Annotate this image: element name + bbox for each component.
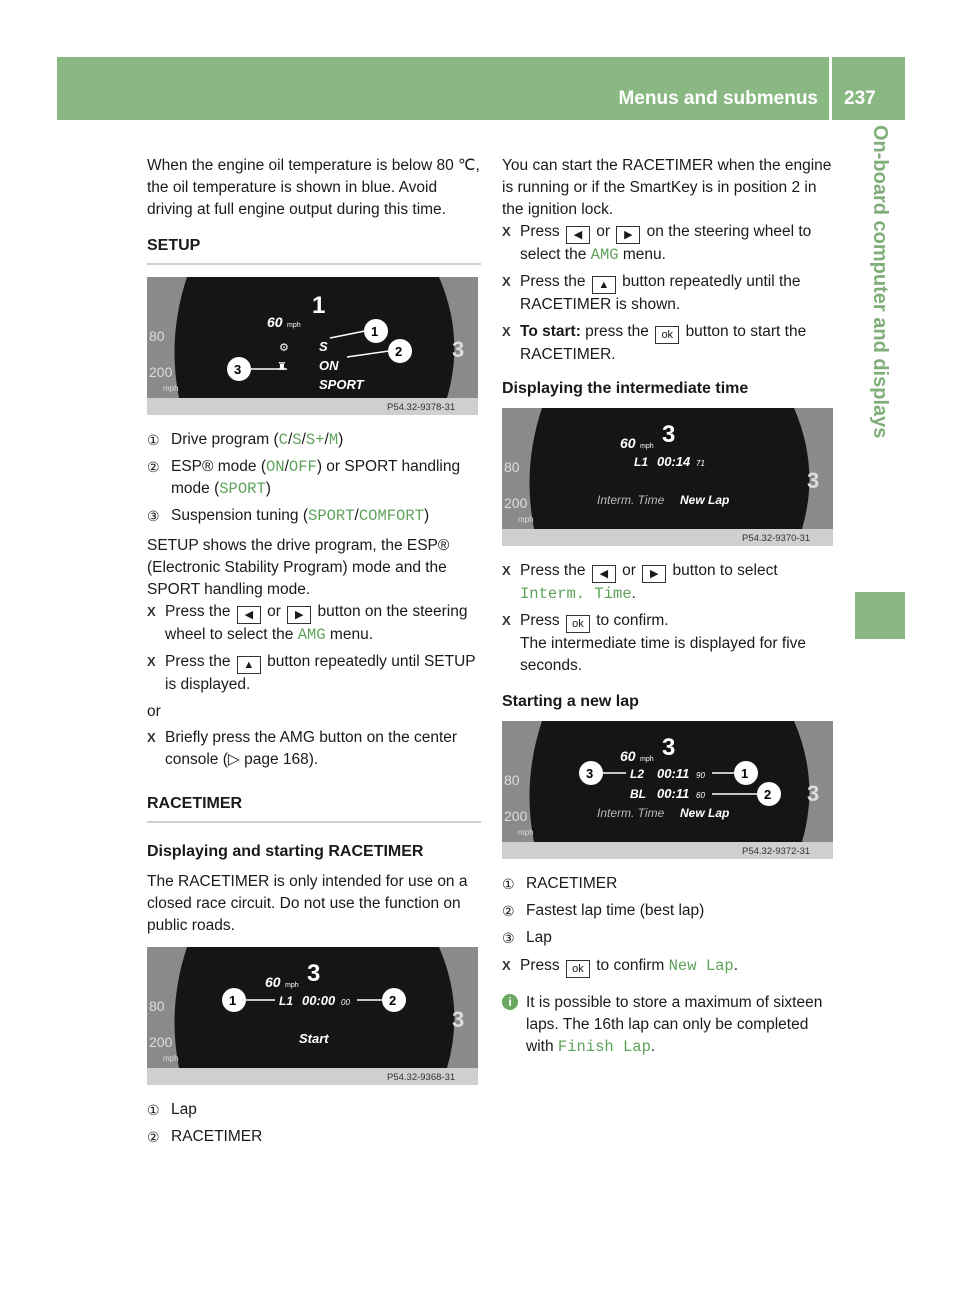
ok-key-icon: ok <box>655 326 679 344</box>
new-lap-item-2: ② Fastest lap time (best lap) <box>502 902 705 919</box>
setup-description: SETUP shows the drive program, the ESP® (Electronic Stability Program) mode and the SPORT handling mode. <box>147 537 450 598</box>
info-icon: i <box>502 994 518 1010</box>
svg-text:200: 200 <box>149 1034 173 1050</box>
racetimer-step-2: X Press the ▲ button repeatedly until the RACETIMER is shown. <box>502 271 836 316</box>
header-separator <box>829 57 832 120</box>
svg-text:1: 1 <box>741 766 749 781</box>
start-conditions: You can start the RACETIMER when the engine is running or if the SmartKey is in position 2 in the ignition lock. <box>502 157 832 218</box>
svg-text:New Lap: New Lap <box>680 806 730 820</box>
svg-text:3: 3 <box>662 734 676 761</box>
setup-step-3: X Briefly press the AMG button on the center console (▷ page 168). <box>147 727 481 771</box>
side-tab-marker <box>855 592 905 639</box>
setup-item-3: ③ Suspension tuning (SPORT/COMFORT) <box>147 507 430 525</box>
svg-text:60: 60 <box>620 748 636 764</box>
svg-text:200: 200 <box>149 364 173 380</box>
svg-text:1: 1 <box>312 292 326 319</box>
setup-item-2: ② ESP® mode (ON/OFF) or SPORT handling mode (SPORT) <box>147 458 461 498</box>
intermediate-heading: Displaying the intermediate time <box>502 380 749 397</box>
side-tab-label: On-board computer and displays <box>869 125 891 439</box>
svg-text:3: 3 <box>452 1007 465 1032</box>
svg-text:60: 60 <box>696 791 705 800</box>
left-key-icon: ◀ <box>592 565 616 583</box>
svg-text:3: 3 <box>452 337 465 362</box>
page-number: 237 <box>844 88 876 109</box>
svg-text:3: 3 <box>307 960 321 987</box>
svg-text:90: 90 <box>696 771 705 780</box>
intermediate-figure <box>502 408 833 546</box>
left-column <box>147 155 481 1153</box>
svg-text:60: 60 <box>265 974 281 990</box>
svg-text:S: S <box>319 339 328 354</box>
svg-text:00:00: 00:00 <box>302 993 336 1008</box>
svg-text:1: 1 <box>229 993 237 1008</box>
up-key-icon: ▲ <box>592 276 616 294</box>
racetimer-item-2: ② RACETIMER <box>147 1128 263 1145</box>
svg-text:mph: mph <box>518 515 534 524</box>
svg-text:00: 00 <box>341 998 350 1007</box>
svg-text:mph: mph <box>285 982 299 989</box>
svg-text:P54.32-9368-31: P54.32-9368-31 <box>387 1072 456 1083</box>
svg-text:2: 2 <box>764 787 772 802</box>
svg-text:3: 3 <box>662 421 676 448</box>
svg-text:3: 3 <box>807 468 820 493</box>
right-key-icon: ▶ <box>616 226 640 244</box>
right-key-icon: ▶ <box>287 606 311 624</box>
svg-text:3: 3 <box>234 362 242 377</box>
racetimer-step-1: X Press ◀ or ▶ on the steering wheel to select the AMG menu. <box>502 221 836 266</box>
setup-step-1: X Press the ◀ or ▶ button on the steering wheel to select the AMG menu. <box>147 601 481 646</box>
racetimer-start-image <box>147 947 478 1085</box>
svg-text:80: 80 <box>504 459 520 475</box>
racetimer-warning: The RACETIMER is only intended for use on a closed race circuit. Do not use the function on public roads. <box>147 873 468 934</box>
left-key-icon: ◀ <box>237 606 261 624</box>
svg-text:Interm. Time: Interm. Time <box>597 806 665 820</box>
right-column <box>502 155 836 1058</box>
svg-text:P54.32-9378-31: P54.32-9378-31 <box>387 402 456 413</box>
svg-text:mph: mph <box>518 828 534 837</box>
svg-text:P54.32-9372-31: P54.32-9372-31 <box>742 846 811 857</box>
svg-text:1: 1 <box>371 324 379 339</box>
svg-text:⚙: ⚙ <box>279 342 289 354</box>
svg-text:2: 2 <box>389 993 397 1008</box>
racetimer-step-3: X To start: press the ok button to start the RACETIMER. <box>502 321 836 366</box>
svg-text:mph: mph <box>163 1054 179 1063</box>
new-lap-image <box>502 721 833 859</box>
info-note: i It is possible to store a maximum of sixteen laps. The 16th lap can only be completed with Finish Lap. <box>502 992 836 1058</box>
svg-text:80: 80 <box>504 772 520 788</box>
svg-text:BL: BL <box>630 787 646 801</box>
svg-text:Interm. Time: Interm. Time <box>597 493 665 507</box>
svg-text:P54.32-9370-31: P54.32-9370-31 <box>742 533 811 544</box>
svg-text:Start: Start <box>299 1031 329 1046</box>
racetimer-item-1: ① Lap <box>147 1101 197 1118</box>
svg-text:ON: ON <box>319 358 339 373</box>
svg-text:2: 2 <box>395 344 403 359</box>
setup-item-1: ① Drive program (C/S/S+/M) <box>147 431 344 449</box>
intermediate-step-1: X Press the ◀ or ▶ button to select Interm. Time. <box>502 560 836 605</box>
svg-text:200: 200 <box>504 495 528 511</box>
up-key-icon: ▲ <box>237 656 261 674</box>
svg-text:00:11: 00:11 <box>657 766 690 781</box>
svg-text:60: 60 <box>620 435 636 451</box>
right-key-icon: ▶ <box>642 565 666 583</box>
intermediate-step-2: X Press ok to confirm. The intermediate time is displayed for five seconds. <box>502 610 836 677</box>
svg-text:♜: ♜ <box>277 361 287 373</box>
new-lap-figure <box>502 721 833 859</box>
intro-paragraph: When the engine oil temperature is below 80 ℃, the oil temperature is shown in blue. Avoid driving at full engine output during this time. <box>147 157 480 218</box>
svg-text:3: 3 <box>586 766 594 781</box>
new-lap-step: X Press ok to confirm New Lap. <box>502 955 836 978</box>
svg-text:New Lap: New Lap <box>680 493 730 507</box>
svg-text:60: 60 <box>267 314 283 330</box>
left-key-icon: ◀ <box>566 226 590 244</box>
svg-text:L2: L2 <box>630 767 645 781</box>
racetimer-start-figure <box>147 947 478 1085</box>
section-title: Menus and submenus <box>618 88 818 109</box>
svg-text:80: 80 <box>149 328 165 344</box>
svg-text:80: 80 <box>149 998 165 1014</box>
svg-text:SPORT: SPORT <box>319 377 364 392</box>
racetimer-heading: RACETIMER <box>147 793 481 823</box>
svg-text:00:11: 00:11 <box>657 786 690 801</box>
svg-text:mph: mph <box>640 756 654 763</box>
new-lap-item-3: ③ Lap <box>502 929 552 946</box>
svg-text:mph: mph <box>640 443 654 450</box>
setup-display-figure <box>147 277 478 415</box>
setup-heading: SETUP <box>147 235 481 265</box>
svg-text:71: 71 <box>696 459 705 468</box>
svg-text:mph: mph <box>163 384 179 393</box>
svg-text:L1: L1 <box>634 455 649 469</box>
ok-key-icon: ok <box>566 960 590 978</box>
svg-text:200: 200 <box>504 808 528 824</box>
svg-text:L1: L1 <box>279 994 294 1008</box>
new-lap-heading: Starting a new lap <box>502 693 639 710</box>
setup-display-image <box>147 277 478 415</box>
svg-text:mph: mph <box>287 322 301 329</box>
ok-key-icon: ok <box>566 615 590 633</box>
or-text: or <box>147 703 161 720</box>
setup-step-2: X Press the ▲ button repeatedly until SETUP is displayed. <box>147 651 481 696</box>
intermediate-image <box>502 408 833 546</box>
display-start-heading: Displaying and starting RACETIMER <box>147 843 424 860</box>
svg-text:3: 3 <box>807 781 820 806</box>
new-lap-item-1: ① RACETIMER <box>502 875 618 892</box>
svg-text:00:14: 00:14 <box>657 454 691 469</box>
